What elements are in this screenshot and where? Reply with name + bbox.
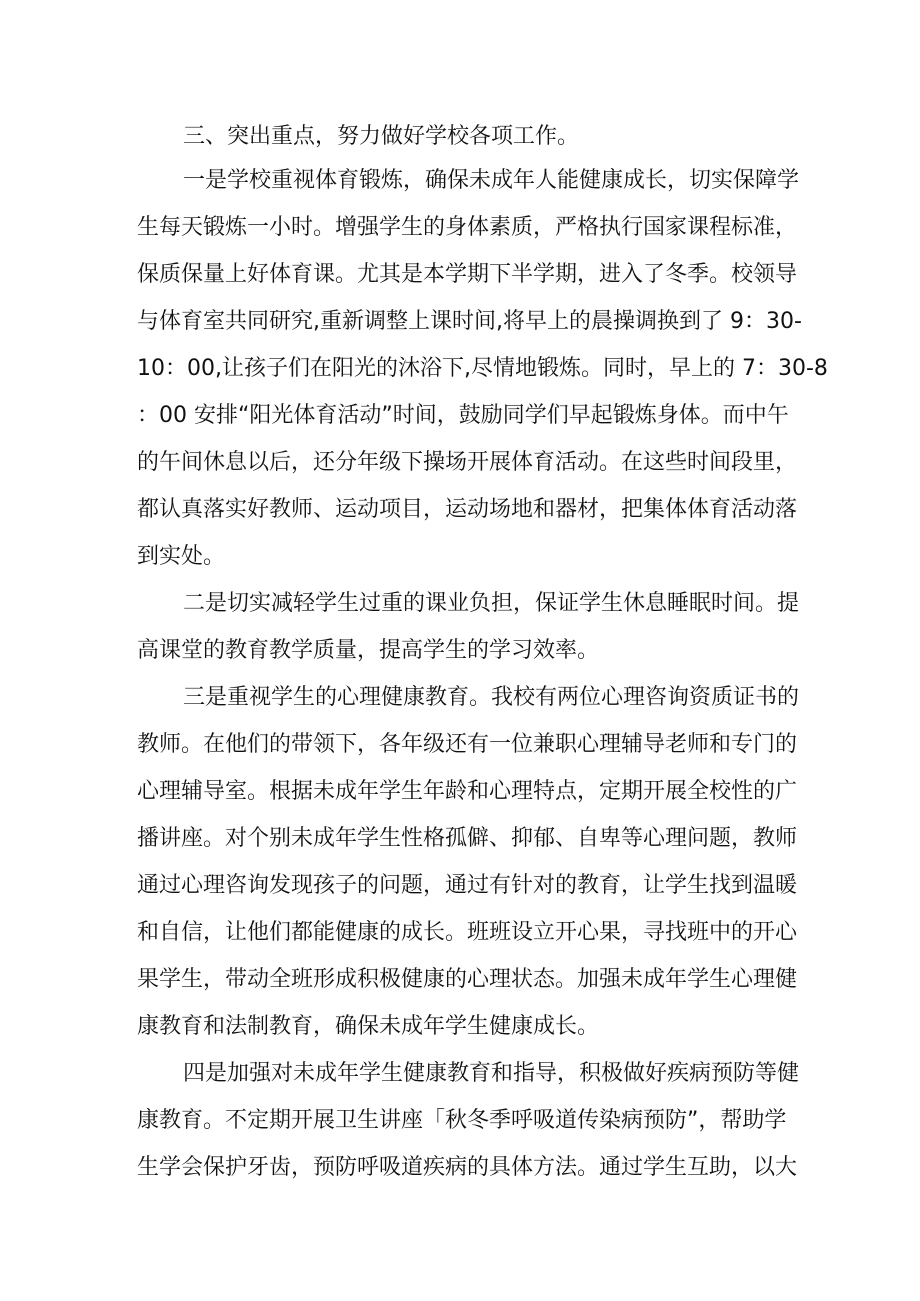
- paragraph-line: 通过心理咨询发现孩子的问题，通过有针对的教育，让学生找到温暖: [137, 873, 798, 898]
- paragraph-line: 果学生，带动全班形成积极健康的心理状态。加强未成年学生心理健: [137, 967, 798, 992]
- paragraph-line: 生学会保护牙齿，预防呼吸道疾病的具体方法。通过学生互助，以大: [137, 1155, 798, 1180]
- section-heading: 三、突出重点，努力做好学校各项工作。: [183, 124, 580, 149]
- paragraph-line: 播讲座。对个别未成年学生性格孤僻、抑郁、自卑等心理问题，教师: [137, 826, 798, 851]
- paragraph-line: 高课堂的教育教学质量，提高学生的学习效率。: [137, 638, 600, 663]
- paragraph-line: ：00 安排“阳光体育活动”时间，鼓励同学们早起锻炼身体。而中午: [137, 403, 789, 428]
- paragraph-line: 心理辅导室。根据未成年学生年龄和心理特点，定期开展全校性的广: [137, 779, 798, 804]
- paragraph-line: 和自信，让他们都能健康的成长。班班设立开心果，寻找班中的开心: [137, 920, 798, 945]
- paragraph-line: 教师。在他们的带领下，各年级还有一位兼职心理辅导老师和专门的: [137, 732, 798, 757]
- paragraph-line: 的午间休息以后，还分年级下操场开展体育活动。在这些时间段里，: [137, 450, 798, 475]
- paragraph-line: 保质保量上好体育课。尤其是本学期下半学期，进入了冬季。校领导: [137, 262, 798, 287]
- paragraph-line: 康教育。不定期开展卫生讲座「秋冬季呼吸道传染病预防”，帮助学: [137, 1108, 787, 1133]
- paragraph-line: 一是学校重视体育锻炼，确保未成年人能健康成长，切实保障学: [183, 168, 800, 193]
- paragraph-line: 康教育和法制教育，确保未成年学生健康成长。: [137, 1014, 600, 1039]
- paragraph-line: 四是加强对未成年学生健康教育和指导，积极做好疾病预防等健: [183, 1061, 800, 1086]
- paragraph-line: 10：00,让孩子们在阳光的沐浴下,尽情地锻炼。同时，早上的 7：30-8: [137, 356, 828, 381]
- paragraph-line: 到实处。: [137, 544, 226, 569]
- paragraph-line: 都认真落实好教师、运动项目，运动场地和器材，把集体体育活动落: [137, 497, 798, 522]
- paragraph-line: 三是重视学生的心理健康教育。我校有两位心理咨询资质证书的: [183, 685, 800, 710]
- paragraph-line: 二是切实减轻学生过重的课业负担，保证学生休息睡眠时间。提: [183, 591, 800, 616]
- paragraph-line: 与体育室共同研究,重新调整上课时间,将早上的晨操调换到了 9：30-: [137, 309, 802, 334]
- paragraph-line: 生每天锻炼一小时。增强学生的身体素质，严格执行国家课程标准，: [137, 215, 798, 240]
